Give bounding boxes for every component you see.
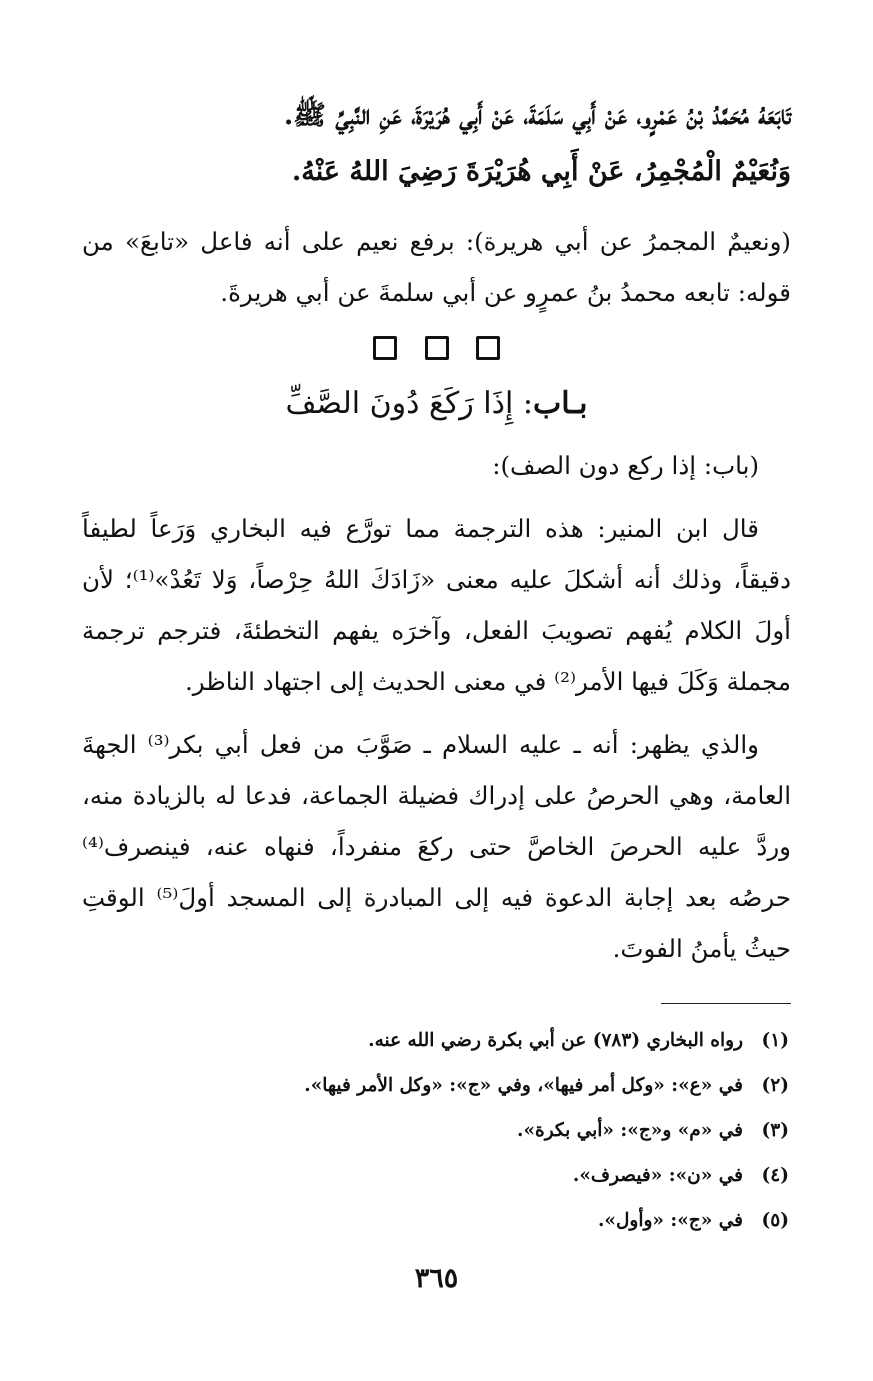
chapter-bab-label: بـاب: [532, 386, 588, 421]
footnote-number: (٣): [761, 1120, 789, 1141]
chapter-heading: [82, 382, 791, 426]
separator-box-icon: [476, 336, 500, 360]
footnote-text: رواه البخاري (٧٨٣) عن أبي بكرة رضي الله عنه.: [368, 1030, 743, 1051]
commentary-bab: (باب: إذا ركع دون الصف):: [492, 451, 759, 480]
footnote-number: (٤): [761, 1165, 789, 1186]
page-number: ٣٦٥: [414, 1263, 459, 1294]
footnote-3: [82, 1108, 789, 1153]
footnote-4: [82, 1153, 789, 1198]
footnote-1: [82, 1018, 789, 1063]
separator-box-icon: [425, 336, 449, 360]
page-body: [82, 88, 791, 986]
paragraph-ibn-munir: قال ابن المنير: هذه الترجمة مما تورَّع فيه البخاري وَرَعاً لطيفاً دقيقاً، وذلك أنه أشكلَ عليه معنى «زَادَكَ اللهُ حِرْصاً، وَلا تَعُدْ»⁽¹⁾؛ لأن أولَ الكلام يُفهم تصويبَ الفعل، وآخرَه يفهم التخطئةَ، فترجم ترجمة مجملة وَكَلَ فيها الأمر⁽²⁾ في معنى الحديث إلى اجتهاد الناظر.: [82, 514, 791, 696]
footnote-2: [82, 1063, 789, 1108]
hadith-line-1: تَابَعَهُ مُحَمَّدُ بْنُ عَمْرٍو، عَنْ أَبِي سَلَمَةَ، عَنْ أَبِي هُرَيْرَةَ، عَنِ النَّبِيِّ ﷺ.: [283, 100, 791, 131]
footnote-number: (١): [761, 1030, 789, 1051]
footnote-text: في «ع»: «وكل أمر فيها»، وفي «ج»: «وكل الأمر فيها».: [304, 1075, 743, 1096]
footnote-number: (٢): [761, 1075, 789, 1096]
hadith-text: [82, 88, 791, 200]
footnote-5: [82, 1198, 789, 1243]
chapter-title: : إِذَا رَكَعَ دُونَ الصَّفِّ: [285, 386, 533, 421]
section-separator: [82, 336, 791, 376]
separator-box-icon: [373, 336, 397, 360]
footnote-text: في «ن»: «فيصرف».: [572, 1165, 743, 1186]
footnote-number: (٥): [761, 1210, 789, 1231]
paragraph-explanation: والذي يظهر: أنه ـ عليه السلام ـ صَوَّبَ من فعل أبي بكر⁽³⁾ الجهةَ العامة، وهي الحرصُ على إدراك فضيلة الجماعة، فدعا له بالزيادة منه، وردَّ عليه الحرصَ الخاصَّ حتى ركعَ منفرداً، فنهاه عنه، فينصرف⁽⁴⁾ حرصُه بعد إجابة الدعوة فيه إلى المبادرة إلى المسجد أولَ⁽⁵⁾ الوقتِ حيثُ يأمنُ الفوتَ.: [82, 730, 791, 963]
commentary-naim: (ونعيمٌ المجمرُ عن أبي هريرة): برفع نعيم على أنه فاعل «تابعَ» من قوله: تابعه محمدُ بنُ عمرٍو عن أبي سلمةَ عن أبي هريرةَ.: [82, 227, 791, 307]
footnotes: [82, 1018, 789, 1243]
footnote-divider: [661, 1003, 791, 1004]
hadith-line-2: وَنُعَيْمٌ الْمُجْمِرُ، عَنْ أَبِي هُرَيْرَةَ رَضِيَ اللهُ عَنْهُ.: [291, 156, 791, 187]
footnote-text: في «م» و«ج»: «أبي بكرة».: [517, 1120, 743, 1141]
footnote-text: في «ج»: «وأول».: [597, 1210, 743, 1231]
